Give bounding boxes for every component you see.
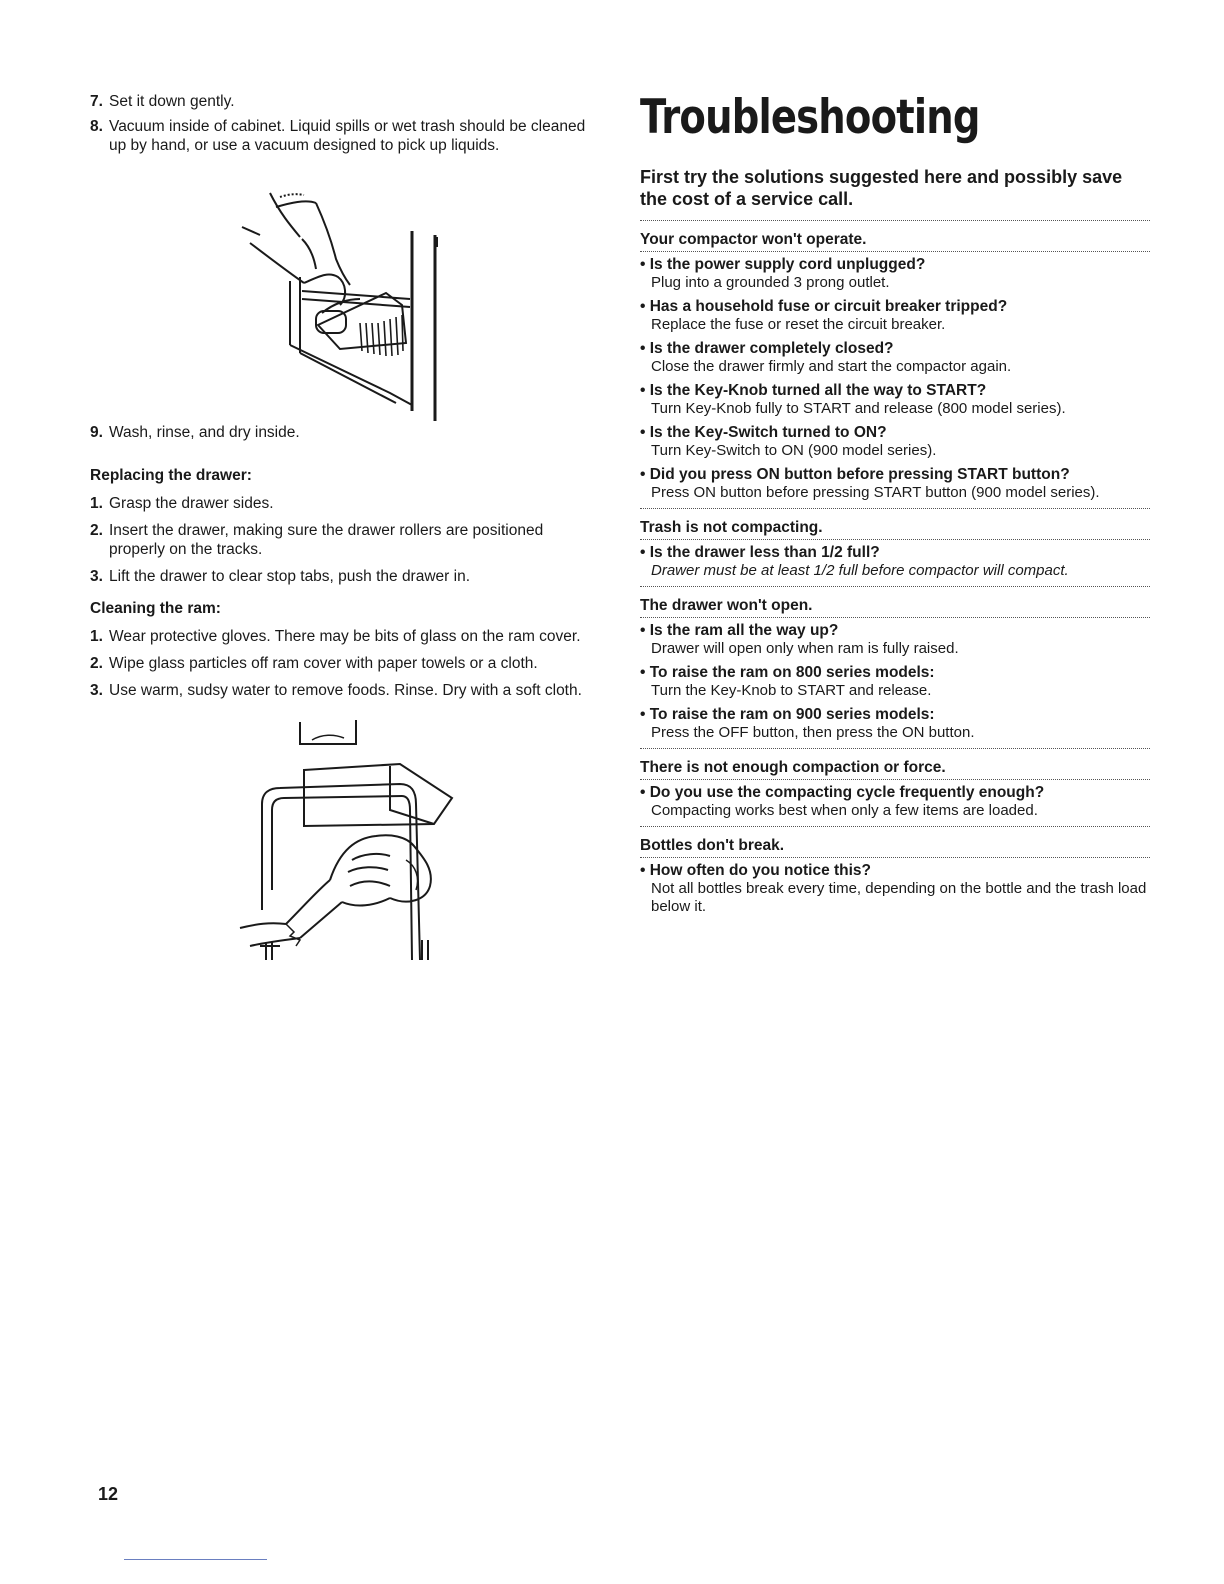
- step-text: Wipe glass particles off ram cover with paper towels or a cloth.: [109, 655, 538, 672]
- step-number: 2.: [90, 522, 103, 539]
- troubleshoot-item: [640, 382, 1150, 418]
- page-title: Troubleshooting: [640, 90, 980, 145]
- ram-wiping-drawing: [90, 710, 600, 960]
- section-not-enough-compaction: [640, 755, 1150, 820]
- step-text: Insert the drawer, making sure the drawer rollers are positioned properly on the tracks.: [109, 522, 544, 558]
- problem-heading: Your compactor won't operate.: [640, 231, 867, 248]
- step-text: Wear protective gloves. There may be bits of glass on the ram cover.: [109, 628, 581, 645]
- step-text: Grasp the drawer sides.: [109, 495, 274, 512]
- answer: Press ON button before pressing START button (900 model series).: [651, 484, 1100, 501]
- step-number: 9.: [90, 424, 103, 441]
- cleaning-step-2: [90, 654, 600, 673]
- problem-heading: The drawer won't open.: [640, 597, 813, 614]
- replacing-step-1: [90, 494, 600, 513]
- troubleshoot-item: [640, 706, 1150, 742]
- answer: Turn Key-Knob fully to START and release (800 model series).: [651, 400, 1066, 417]
- question: • Is the drawer completely closed?: [640, 340, 894, 357]
- troubleshoot-item: [640, 544, 1150, 580]
- replacing-step-3: [90, 567, 600, 586]
- answer: Turn the Key-Knob to START and release.: [651, 682, 932, 699]
- step-text: Set it down gently.: [109, 93, 235, 110]
- steps-a: [90, 92, 600, 155]
- intro-text: First try the solutions suggested here and possibly save the cost of a service call.: [640, 167, 1123, 209]
- problem-heading: There is not enough compaction or force.: [640, 759, 946, 776]
- replacing-step-2: [90, 521, 600, 559]
- question: • Did you press ON button before pressing START button?: [640, 466, 1070, 483]
- divider: [640, 826, 1150, 827]
- troubleshoot-item: [640, 664, 1150, 700]
- cleaning-steps: [90, 627, 600, 700]
- question: • Is the ram all the way up?: [640, 622, 839, 639]
- step-number: 8.: [90, 118, 103, 135]
- step-number: 3.: [90, 682, 103, 699]
- ram-wiping-illustration: [90, 710, 600, 960]
- problem-heading: Bottles don't break.: [640, 837, 785, 854]
- cleaning-step-3: [90, 681, 600, 700]
- answer: Not all bottles break every time, depending on the bottle and the trash load below it.: [651, 880, 1147, 915]
- troubleshoot-item: [640, 622, 1150, 658]
- replacing-drawer-heading: Replacing the drawer:: [90, 467, 252, 484]
- step-text: Wash, rinse, and dry inside.: [109, 424, 300, 441]
- question: • Is the power supply cord unplugged?: [640, 256, 926, 273]
- divider: [640, 748, 1150, 749]
- troubleshoot-item: [640, 256, 1150, 292]
- page-number: 12: [98, 1484, 119, 1504]
- section-wont-operate: [640, 227, 1150, 502]
- question: • Is the Key-Switch turned to ON?: [640, 424, 887, 441]
- problem-heading: Trash is not compacting.: [640, 519, 823, 536]
- step-7: [90, 92, 600, 111]
- answer: Plug into a grounded 3 prong outlet.: [651, 274, 890, 291]
- troubleshoot-item: [640, 466, 1150, 502]
- right-column: [640, 92, 1150, 922]
- step-number: 1.: [90, 495, 103, 512]
- vacuum-brush-illustration: [90, 173, 600, 421]
- troubleshoot-item: [640, 424, 1150, 460]
- step-text: Vacuum inside of cabinet. Liquid spills or wet trash should be cleaned up by hand, or use a vacuum designed to pick up liquids.: [109, 118, 586, 154]
- answer: Replace the fuse or reset the circuit breaker.: [651, 316, 946, 333]
- question: • How often do you notice this?: [640, 862, 872, 879]
- divider: [640, 220, 1150, 221]
- question: • Do you use the compacting cycle frequently enough?: [640, 784, 1045, 801]
- section-bottles-dont-break: [640, 833, 1150, 916]
- question: • Is the Key-Knob turned all the way to START?: [640, 382, 987, 399]
- section-not-compacting: [640, 515, 1150, 580]
- step-number: 2.: [90, 655, 103, 672]
- replacing-steps: [90, 494, 600, 586]
- brush-cleaning-drawing: [90, 173, 600, 421]
- answer: Press the OFF button, then press the ON button.: [651, 724, 975, 741]
- section-drawer-wont-open: [640, 593, 1150, 742]
- step-number: 7.: [90, 93, 103, 110]
- question: • To raise the ram on 800 series models:: [640, 664, 935, 681]
- step-9: [90, 423, 600, 442]
- left-column: [90, 92, 600, 960]
- step-number: 3.: [90, 568, 103, 585]
- answer: Drawer must be at least 1/2 full before compactor will compact.: [651, 562, 1069, 579]
- question: • To raise the ram on 900 series models:: [640, 706, 935, 723]
- step-text: Lift the drawer to clear stop tabs, push the drawer in.: [109, 568, 470, 585]
- answer: Compacting works best when only a few items are loaded.: [651, 802, 1038, 819]
- troubleshoot-item: [640, 298, 1150, 334]
- answer: Drawer will open only when ram is fully raised.: [651, 640, 959, 657]
- question: • Is the drawer less than 1/2 full?: [640, 544, 880, 561]
- troubleshoot-item: [640, 862, 1150, 916]
- troubleshoot-item: [640, 340, 1150, 376]
- answer: Turn Key-Switch to ON (900 model series).: [651, 442, 937, 459]
- troubleshoot-item: [640, 784, 1150, 820]
- answer: Close the drawer firmly and start the compactor again.: [651, 358, 1012, 375]
- step-8: [90, 117, 600, 155]
- step-text: Use warm, sudsy water to remove foods. Rinse. Dry with a soft cloth.: [109, 682, 582, 699]
- step-number: 1.: [90, 628, 103, 645]
- divider: [640, 586, 1150, 587]
- cleaning-step-1: [90, 627, 600, 646]
- footer-rule: [124, 1559, 267, 1560]
- question: • Has a household fuse or circuit breaker tripped?: [640, 298, 1008, 315]
- divider: [640, 508, 1150, 509]
- cleaning-ram-heading: Cleaning the ram:: [90, 600, 221, 617]
